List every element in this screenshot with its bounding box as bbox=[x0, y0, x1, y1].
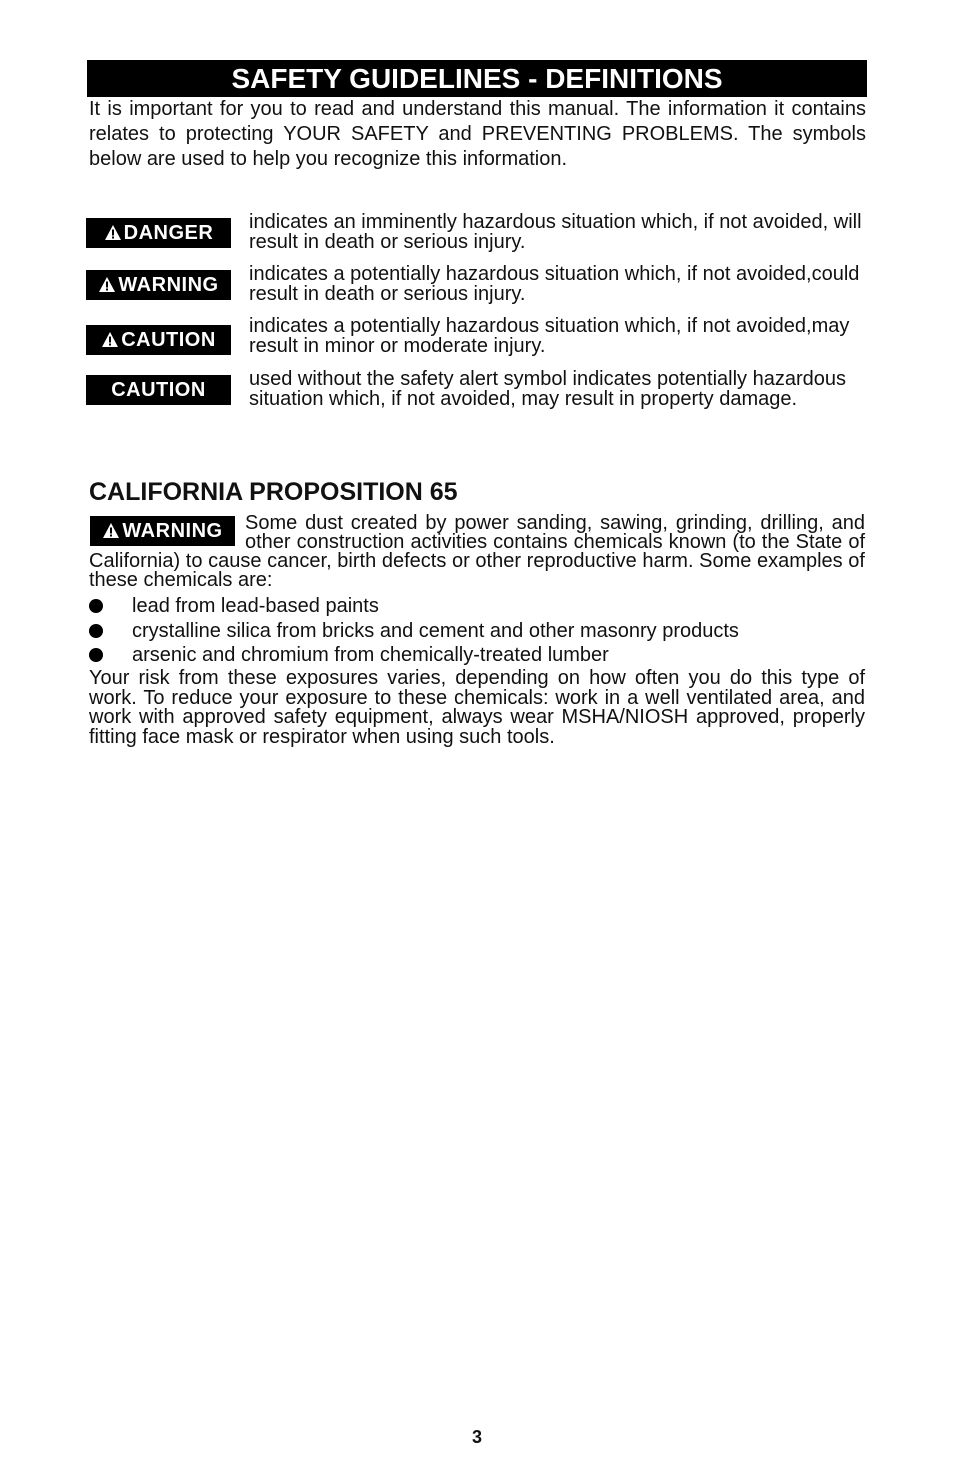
caution-alert-definition-text: indicates a potentially hazardous situation which, if not avoided,may result in minor or moderate injury. bbox=[249, 315, 850, 357]
bullet-icon bbox=[89, 599, 103, 613]
safety-alert-triangle-icon bbox=[104, 224, 122, 241]
list-item-text: arsenic and chromium from chemically-treated lumber bbox=[132, 644, 609, 666]
caution-plain-badge-label: CAUTION bbox=[111, 379, 206, 401]
intro-paragraph: It is important for you to read and understand this manual. The information it contains relates to protecting YOUR SAFETY and PREVENTING PROBLEMS. The symbols below are used to help you recognize this information. bbox=[89, 98, 866, 170]
danger-badge bbox=[86, 218, 231, 248]
prop65-closing-text: Your risk from these exposures varies, depending on how often you do this type of work. To reduce your exposure to these chemicals: work in a well ventilated area, and work with approved safety equipment, always wear MSHA/NIOSH approved, properly fitting face mask or respirator when using such tools. bbox=[89, 667, 865, 748]
caution-plain-badge bbox=[86, 375, 231, 405]
list-item bbox=[89, 594, 865, 619]
prop65-badge-label: WARNING bbox=[122, 520, 223, 542]
chemical-examples-list bbox=[89, 594, 865, 668]
prop65-intro: Some dust created by power sanding, sawing, grinding, drilling, and other construction activities contains chemicals known (to the State of California) to cause cancer, birth defects or other reproductive harm. Some examples of these chemicals are: bbox=[89, 512, 865, 591]
caution-alert-badge bbox=[86, 325, 231, 355]
list-item-text: lead from lead-based paints bbox=[132, 595, 379, 617]
safety-alert-triangle-icon bbox=[98, 276, 116, 293]
bullet-icon bbox=[89, 624, 103, 638]
prop65-warning-badge bbox=[90, 516, 235, 546]
danger-definition-text: indicates an imminently hazardous situation which, if not avoided, will result in death or serious injury. bbox=[249, 211, 862, 253]
danger-badge-label: DANGER bbox=[123, 222, 214, 244]
page-number: 3 bbox=[471, 1427, 482, 1447]
list-item bbox=[89, 643, 865, 668]
safety-alert-triangle-icon bbox=[101, 331, 119, 348]
caution-alert-badge-label: CAUTION bbox=[121, 329, 216, 351]
warning-badge-label: WARNING bbox=[118, 274, 219, 296]
warning-badge bbox=[86, 270, 231, 300]
list-item bbox=[89, 619, 865, 644]
bullet-icon bbox=[89, 648, 103, 662]
prop65-heading: CALIFORNIA PROPOSITION 65 bbox=[89, 478, 458, 506]
caution-plain-definition-text: used without the safety alert symbol indicates potentially hazardous situation which, if not avoided, may result in property damage. bbox=[249, 368, 847, 410]
list-item-text: crystalline silica from bricks and cement and other masonry products bbox=[132, 619, 739, 642]
safety-alert-triangle-icon bbox=[102, 522, 120, 539]
page-title: SAFETY GUIDELINES - DEFINITIONS bbox=[87, 60, 867, 97]
warning-definition-text: indicates a potentially hazardous situation which, if not avoided,could result in death or serious injury. bbox=[249, 263, 860, 305]
